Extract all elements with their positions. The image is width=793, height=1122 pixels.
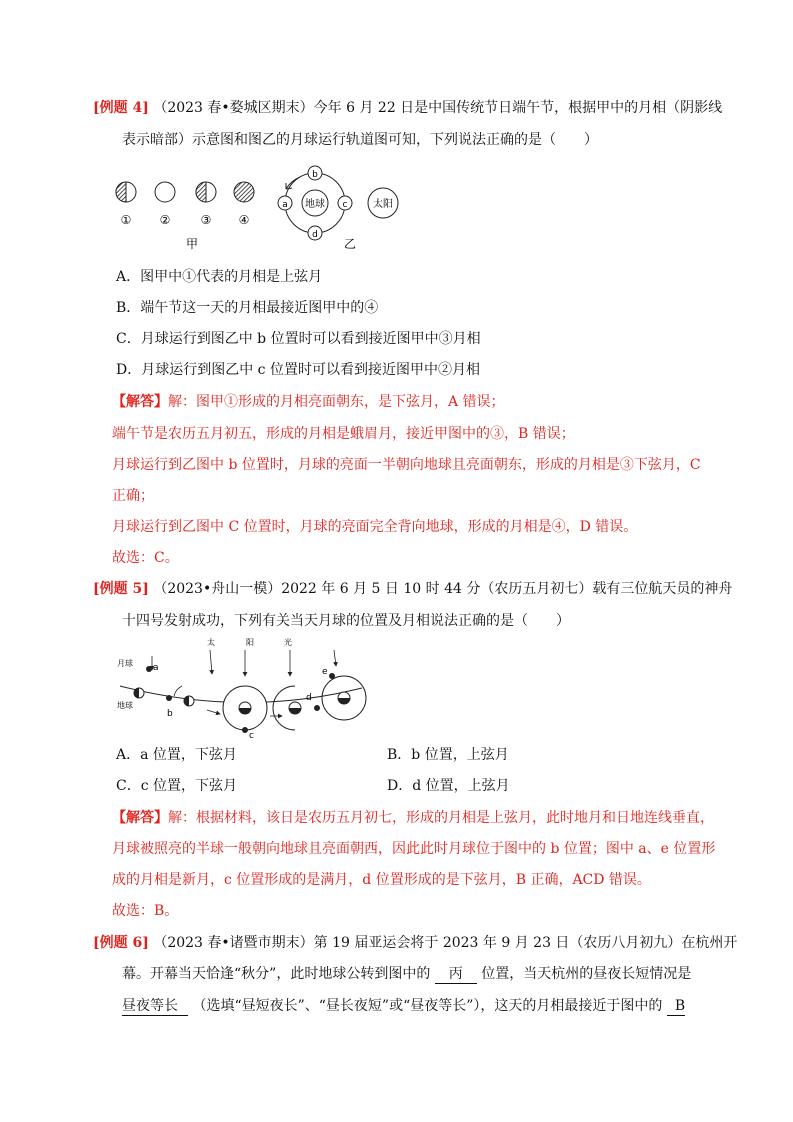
- phase-number-1: ①: [120, 213, 132, 227]
- example-6-tag: [例题 6]: [93, 935, 149, 951]
- example-4-option-c: C．月球运行到图乙中 b 位置时可以看到接近图甲中③月相: [116, 331, 481, 347]
- example-6-question-line1: [93, 933, 737, 953]
- earth-position-1-icon: [134, 688, 144, 698]
- example-6-question-line2: [122, 964, 691, 984]
- example-4-option-d: D．月球运行到图乙中 c 位置时可以看到接近图甲中②月相: [116, 362, 480, 378]
- sunlight-char-3: 光: [284, 638, 292, 647]
- orbit-pos-d: d: [312, 230, 318, 240]
- example-6-stem-1: （2023 春•诸暨市期末）第 19 届亚运会将于 2023 年 9 月 23 日（农历八月初九）在杭州开: [153, 935, 738, 951]
- example-5-question-line2: 十四号发射成功，下列有关当天月球的位置及月相说法正确的是（ ）: [122, 613, 570, 629]
- example-6-question-line3: [122, 996, 685, 1016]
- earth-label: 地球: [305, 199, 325, 210]
- moon-position-b-icon: [166, 695, 172, 701]
- example-4-figure: [110, 165, 410, 255]
- moon-label: 月球: [117, 659, 133, 668]
- earth-position-5-icon: [322, 676, 366, 720]
- example-5-option-a: A．a 位置，下弦月: [116, 747, 237, 763]
- sunlight-char-1: 太: [207, 638, 215, 647]
- example-4-option-b: B．端午节这一天的月相最接近图甲中的④: [116, 300, 379, 316]
- figure-jia-label: 甲: [185, 237, 199, 251]
- orbit-pos-c: c: [342, 200, 348, 210]
- phase-number-4: ④: [238, 213, 250, 227]
- earth-position-4-icon: [273, 686, 301, 730]
- example-4-stem-1: （2023 春•婺城区期末）今年 6 月 22 日是中国传统节日端午节，根据甲中的月相（阴影线: [153, 100, 723, 116]
- moon-position-e-icon: [329, 673, 335, 679]
- example-6-blank-1: 丙: [435, 965, 477, 984]
- sunlight-char-2: 阳: [246, 638, 254, 647]
- example-4-answer-text-1: 解：图甲①形成的月相亮面朝东，是下弦月，A 错误；: [168, 394, 505, 410]
- example-5-answer-line2: 月球被照亮的半球一般朝向地球且亮面朝西，因此此时月球位于图中的 b 位置；图中 a、e 位置形: [112, 841, 716, 857]
- example-4-tag: [例题 4]: [93, 100, 149, 116]
- earth-position-2-icon: [174, 686, 194, 706]
- example-5-stem-1: （2023•舟山一模）2022 年 6 月 5 日 10 时 44 分（农历五月初七）载有三位航天员的神舟: [153, 581, 733, 597]
- moon-phase-2-icon: [155, 182, 175, 202]
- phase-number-3: ③: [200, 213, 212, 227]
- example-5-figure: [112, 636, 377, 742]
- moon-phase-1-icon: [116, 182, 136, 202]
- pos-label-b: b: [167, 709, 173, 719]
- earth-label-5: 地球: [117, 701, 133, 710]
- example-4-answer-line2: 端午节是农历五月初五，形成的月相是蛾眉月，接近甲图中的③，B 错误；: [112, 426, 575, 442]
- example-4-answer-tag: 【解答】: [112, 394, 168, 410]
- moon-position-d-icon: [314, 705, 320, 711]
- example-5-answer-tag: 【解答】: [112, 810, 168, 826]
- moon-position-a-icon: [146, 666, 152, 672]
- example-4-question-line2: 表示暗部）示意图和图乙的月球运行轨道图可知，下列说法正确的是（ ）: [122, 132, 598, 148]
- example-6-stem-2: 幕。开幕当天恰逢“秋分”，此时地球公转到图中的: [122, 966, 431, 982]
- example-5-option-d: D．d 位置，上弦月: [387, 778, 510, 794]
- orbit-pos-b: b: [312, 170, 318, 180]
- phase-number-2: ②: [159, 213, 171, 227]
- example-5-tag: [例题 5]: [93, 581, 149, 597]
- example-4-option-a: A．图甲中①代表的月相是上弦月: [116, 269, 323, 285]
- example-6-stem-3: 位置，当天杭州的昼夜长短情况是: [481, 966, 692, 982]
- example-5-answer-line1: [112, 808, 714, 828]
- example-4-answer-line3: 月球运行到乙图中 b 位置时，月球的亮面一半朝向地球且亮面朝东，形成的月相是③下弦月，C: [112, 457, 701, 473]
- moon-position-c-icon: [242, 727, 248, 733]
- orbit-diagram: [278, 166, 398, 240]
- example-5-choice: 故选：B。: [112, 903, 179, 919]
- example-6-blank-2: 昼夜等长: [122, 997, 188, 1016]
- example-4-answer-line4: 正确；: [112, 488, 154, 504]
- moon-phase-3-icon: [196, 182, 216, 202]
- figure-yi-label: 乙: [343, 237, 357, 251]
- example-6-blank-3: B: [667, 997, 685, 1016]
- pos-label-c: c: [249, 731, 254, 741]
- sun-label: 太阳: [373, 199, 393, 210]
- example-5-option-c: C．c 位置，下弦月: [116, 778, 238, 794]
- example-5-answer-text-1: 解：根据材料，该日是农历五月初七，形成的月相是上弦月，此时地月和日地连线垂直，: [168, 810, 714, 826]
- moon-phase-4-icon: [234, 182, 254, 202]
- example-6-stem-4: （选填“昼短夜长”、“昼长夜短”或“昼夜等长”），这天的月相最接近于图中的: [192, 998, 663, 1014]
- pos-label-d: d: [306, 693, 312, 703]
- earth-position-3-icon: [223, 686, 267, 730]
- example-4-answer-line5: 月球运行到乙图中 C 位置时，月球的亮面完全背向地球，形成的月相是④，D 错误。: [112, 519, 638, 535]
- pos-label-e: e: [322, 667, 328, 677]
- orbit-pos-a: a: [282, 200, 288, 210]
- example-5-question-line1: [93, 579, 732, 599]
- example-4-answer-line1: [112, 392, 505, 412]
- example-4-choice: 故选：C。: [112, 550, 179, 566]
- pos-label-a: a: [153, 663, 159, 673]
- example-5-answer-line3: 成的月相是新月，c 位置形成的是满月，d 位置形成的是下弦月，B 正确，ACD 错误。: [112, 872, 651, 888]
- example-5-option-b: B．b 位置，上弦月: [387, 747, 509, 763]
- example-4-question-line1: [93, 98, 722, 118]
